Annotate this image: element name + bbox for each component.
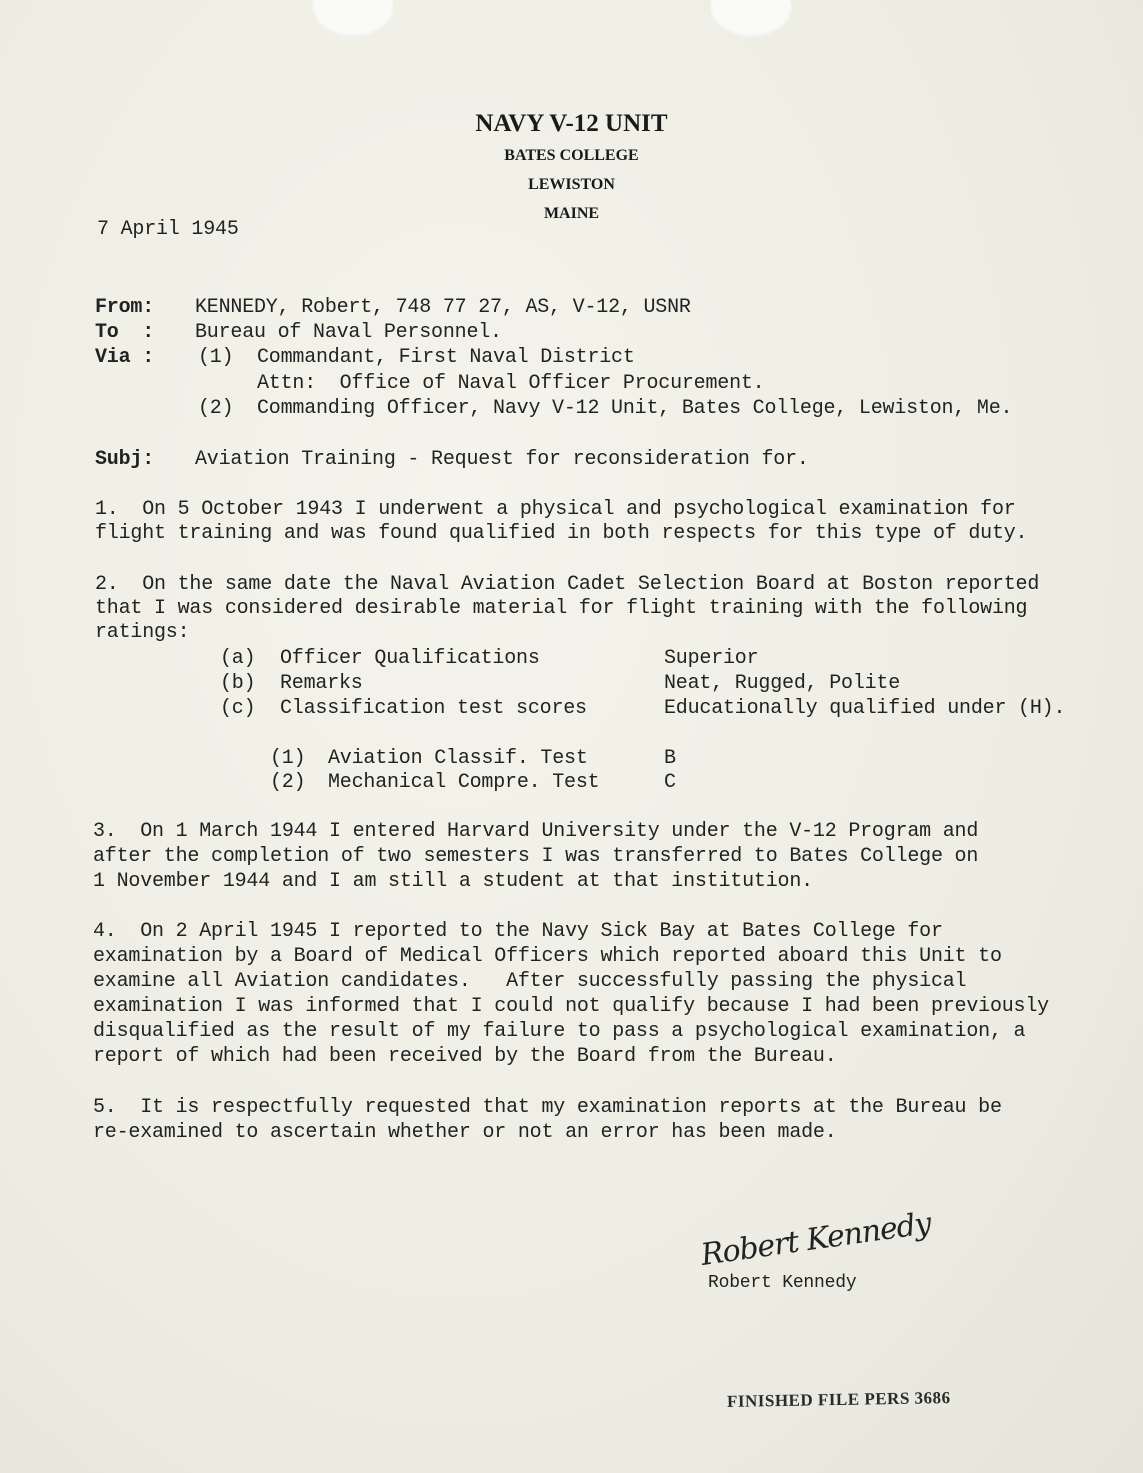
letterhead-city: LEWISTON: [528, 176, 615, 193]
paragraph-5-line: re-examined to ascertain whether or not an error has been made.: [93, 1121, 837, 1144]
paragraph-4-line: 4. On 2 April 1945 I reported to the Navy Sick Bay at Bates College for: [93, 920, 943, 943]
paragraph-1-line: flight training and was found qualified in both respects for this type of duty.: [95, 522, 1028, 545]
letter-date: 7 April 1945: [97, 218, 239, 241]
via-1-attn: Attn: Office of Naval Officer Procurement.: [257, 372, 765, 395]
paragraph-4-line: examine all Aviation candidates. After successfully passing the physical: [93, 970, 967, 993]
subject-text: Aviation Training - Request for reconsideration for.: [195, 448, 809, 471]
punch-hole: [312, 0, 394, 38]
test-num: (1): [270, 747, 306, 770]
rating-num: (c): [220, 697, 256, 720]
rating-label: Classification test scores: [280, 697, 587, 720]
paragraph-5-line: 5. It is respectfully requested that my examination reports at the Bureau be: [93, 1096, 1002, 1119]
paragraph-4-line: report of which had been received by the Board from the Bureau.: [93, 1045, 837, 1068]
test-value: C: [664, 771, 676, 794]
letterhead-unit: NAVY V-12 UNIT: [475, 110, 668, 137]
rating-num: (b): [220, 672, 256, 695]
via-2-num: (2): [198, 397, 234, 420]
rating-label: Remarks: [280, 672, 363, 695]
paragraph-3-line: after the completion of two semesters I was transferred to Bates College on: [93, 845, 979, 868]
rating-num: (a): [220, 647, 256, 670]
paragraph-2-line: that I was considered desirable material for flight training with the following: [95, 597, 1028, 620]
via-2-text: Commanding Officer, Navy V-12 Unit, Bates College, Lewiston, Me.: [257, 397, 1013, 420]
paragraph-4-line: examination by a Board of Medical Officers which reported aboard this Unit to: [93, 945, 1002, 968]
paragraph-3-line: 1 November 1944 and I am still a student at that institution.: [93, 870, 813, 893]
to-label: To :: [95, 321, 155, 344]
paragraph-3-line: 3. On 1 March 1944 I entered Harvard University under the V-12 Program and: [93, 820, 979, 843]
paragraph-4-line: examination I was informed that I could not qualify because I had been previously: [93, 995, 1049, 1018]
via-1-num: (1): [198, 346, 234, 369]
paragraph-4-line: disqualified as the result of my failure to pass a psychological examination, a: [93, 1020, 1026, 1043]
to-value: Bureau of Naval Personnel.: [195, 321, 502, 344]
test-label: Aviation Classif. Test: [328, 747, 588, 770]
test-label: Mechanical Compre. Test: [328, 771, 600, 794]
subject-label: Subj:: [95, 448, 155, 471]
handwritten-signature: Robert Kennedy: [698, 1206, 933, 1273]
via-label: Via :: [95, 346, 155, 369]
test-value: B: [664, 747, 676, 770]
via-1-text: Commandant, First Naval District: [257, 346, 635, 369]
paragraph-2-line: ratings:: [95, 621, 190, 644]
file-stamp: FINISHED FILE PERS 3686: [726, 1388, 951, 1411]
rating-label: Officer Qualifications: [280, 647, 540, 670]
rating-value: Superior: [664, 647, 759, 670]
rating-value: Educationally qualified under (H).: [664, 697, 1066, 720]
paragraph-2-line: 2. On the same date the Naval Aviation Cadet Selection Board at Boston reported: [95, 573, 1040, 596]
letterhead-state: MAINE: [543, 205, 600, 222]
letterhead-college: BATES COLLEGE: [504, 147, 639, 164]
paragraph-1-line: 1. On 5 October 1943 I underwent a physical and psychological examination for: [95, 498, 1016, 521]
punch-hole: [710, 0, 792, 38]
typed-signature: Robert Kennedy: [708, 1273, 857, 1293]
from-label: From:: [95, 296, 155, 319]
from-value: KENNEDY, Robert, 748 77 27, AS, V-12, USNR: [195, 296, 691, 319]
test-num: (2): [270, 771, 306, 794]
rating-value: Neat, Rugged, Polite: [664, 672, 901, 695]
